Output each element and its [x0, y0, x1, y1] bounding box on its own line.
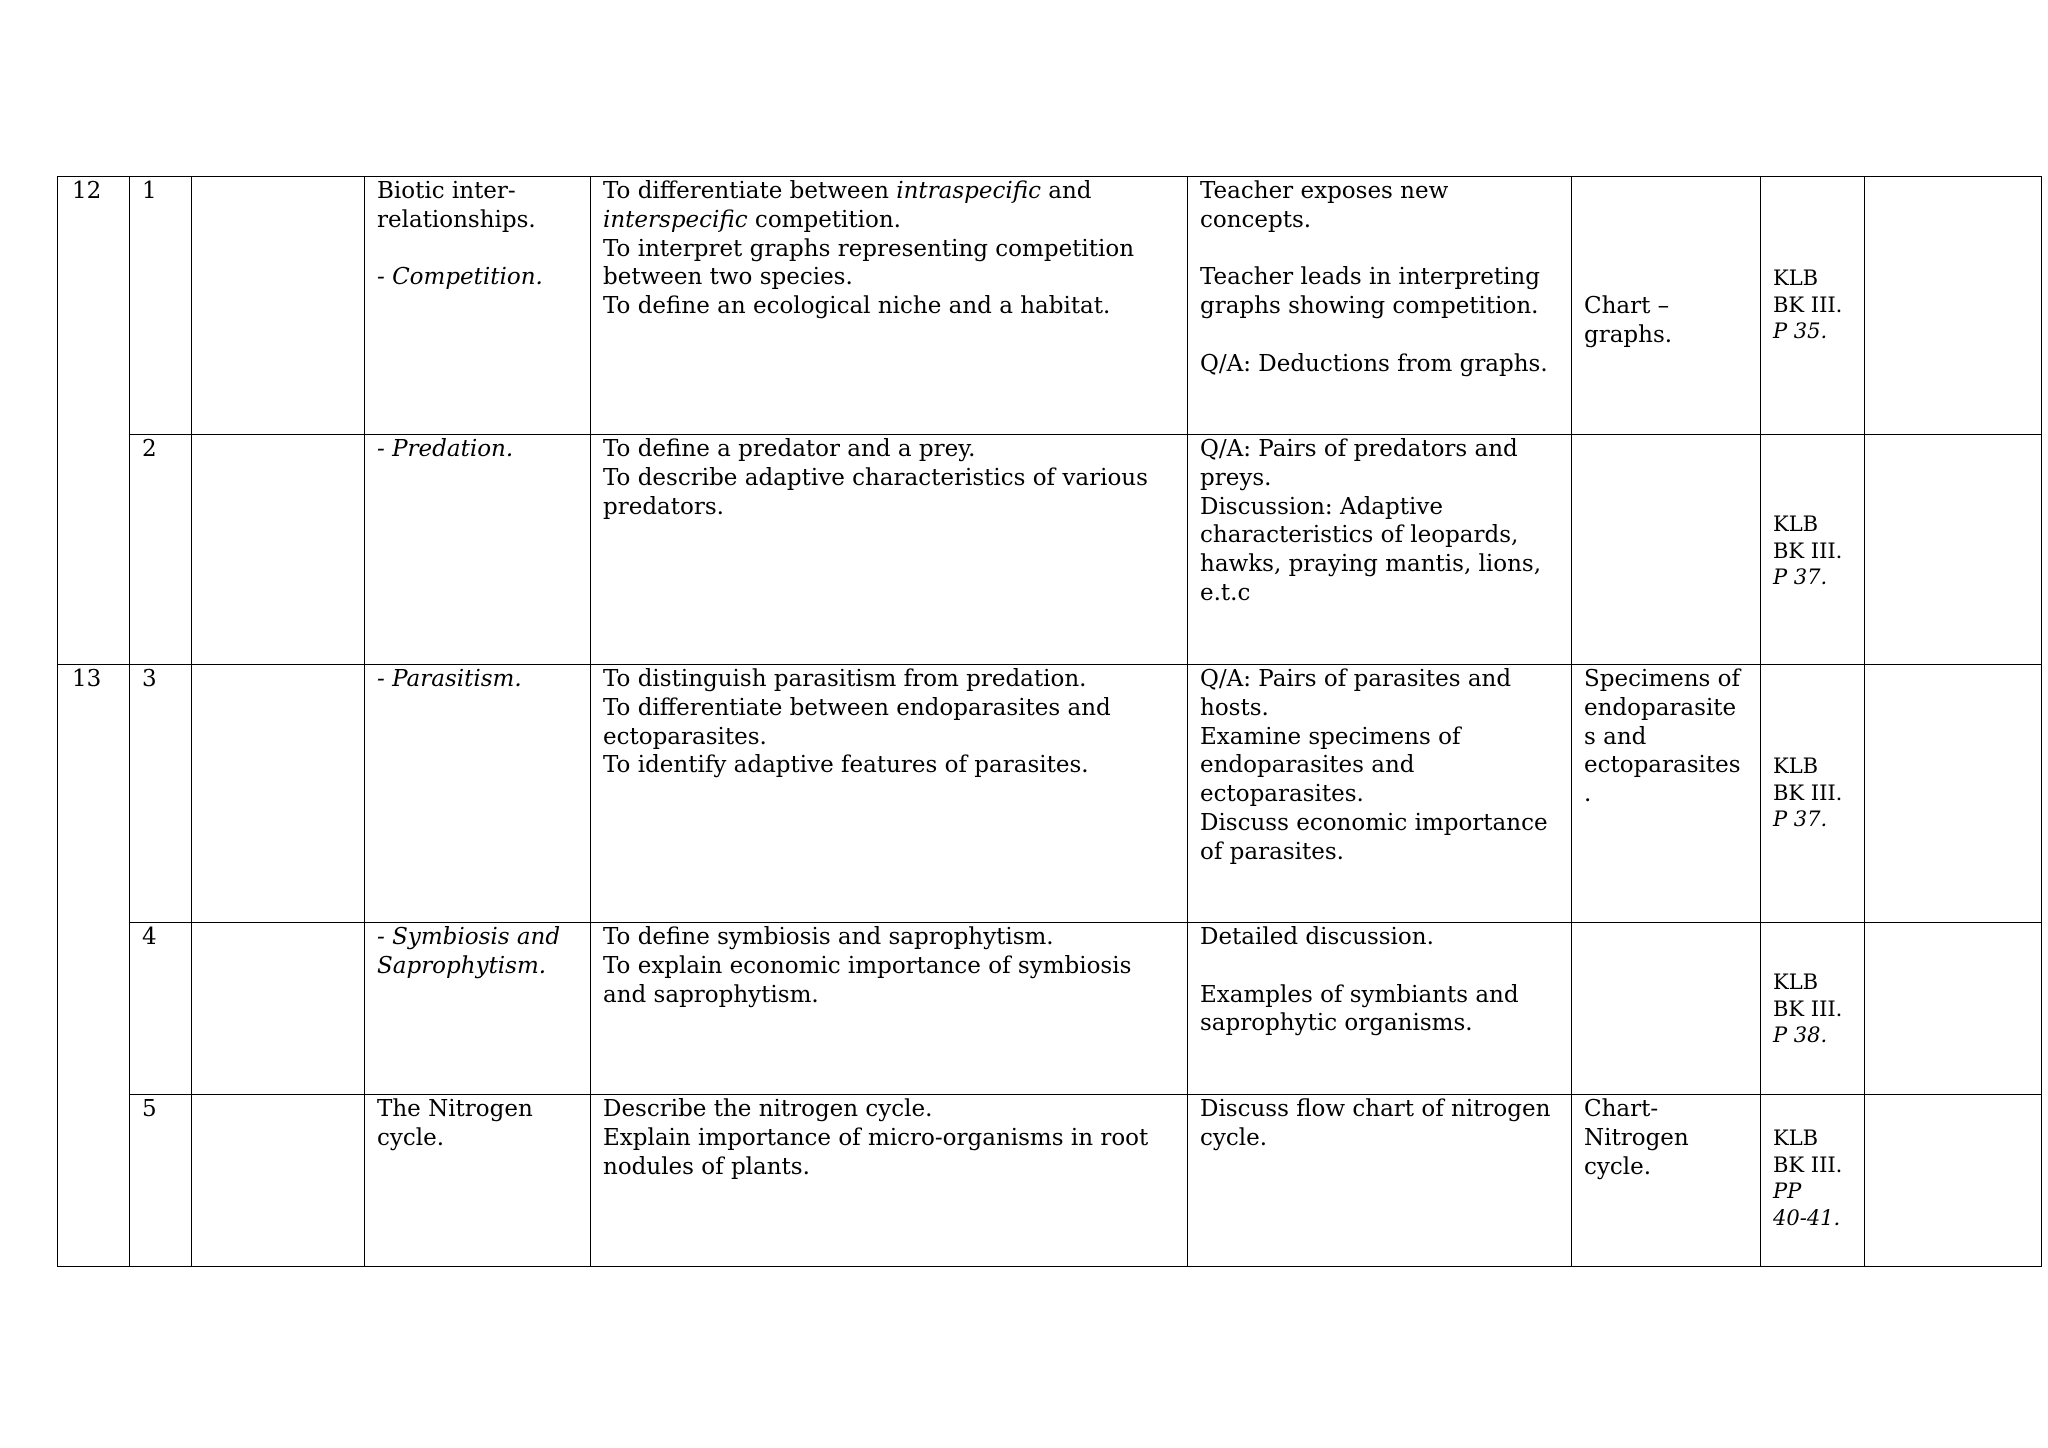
week-cell — [58, 435, 130, 665]
subtopic-text: - Symbiosis and — [377, 924, 561, 950]
resources-cell — [1572, 665, 1761, 923]
activities-cell — [1188, 177, 1572, 435]
objective-text: To differentiate between intraspecific and interspecific competition. — [603, 178, 1092, 233]
topic-text: Biotic inter- — [377, 178, 516, 204]
week-number: 12 — [72, 178, 102, 204]
subtopic-text: - Competition. — [377, 264, 543, 291]
objective-text: To explain economic importance of symbiosis and saprophytism. — [603, 952, 1132, 1008]
topic-text: cycle. — [377, 1124, 445, 1151]
objective-text: To identify adaptive features of parasites. — [603, 752, 1089, 779]
reference-cell — [1761, 923, 1865, 1095]
reference-text: KLB — [1773, 512, 1819, 536]
remarks-cell — [1865, 923, 2042, 1095]
resource-text: cycle. — [1584, 1153, 1652, 1180]
week-cell — [58, 923, 130, 1095]
activity-text: Q/A: Deductions from graphs. — [1200, 350, 1548, 377]
lesson-number: 1 — [142, 178, 157, 204]
lesson-cell — [130, 923, 192, 1095]
topic-cell — [365, 1095, 591, 1267]
activity-text: Detailed discussion. — [1200, 924, 1434, 950]
lesson-cell — [130, 1095, 192, 1267]
activity-text: Examine specimens of endoparasites and ectoparasites. — [1200, 723, 1461, 808]
objective-text: Describe the nitrogen cycle. — [603, 1096, 933, 1122]
topic-cell — [365, 177, 591, 435]
resources-cell — [1572, 923, 1761, 1095]
lesson-cell — [130, 177, 192, 435]
objectives-cell — [591, 923, 1188, 1095]
reference-text: KLB — [1773, 1126, 1819, 1150]
topic-text: relationships. — [377, 206, 536, 233]
subtopic-text: - Predation. — [377, 436, 514, 462]
activity-text: Discuss flow chart of nitrogen cycle. — [1200, 1096, 1551, 1151]
objectives-cell — [591, 177, 1188, 435]
table-row — [58, 665, 2042, 923]
reference-cell — [1761, 177, 1865, 435]
activity-text: Teacher exposes new concepts. — [1200, 178, 1449, 233]
reference-cell — [1761, 1095, 1865, 1267]
objective-text: To differentiate between endoparasites and ectoparasites. — [603, 694, 1111, 750]
scheme-of-work-table — [57, 176, 2042, 1267]
objective-text: To distinguish parasitism from predation. — [603, 666, 1087, 692]
resources-cell — [1572, 1095, 1761, 1267]
resource-text: . — [1584, 781, 1592, 808]
objectives-cell — [591, 435, 1188, 665]
reference-text: KLB — [1773, 970, 1819, 994]
blank-cell — [192, 665, 365, 923]
reference-page: P 35. — [1773, 319, 1828, 343]
reference-page: 40-41. — [1773, 1205, 1841, 1230]
objective-text: To interpret graphs representing competition between two species. — [603, 235, 1135, 291]
resource-text: endoparasite — [1584, 694, 1737, 721]
topic-cell — [365, 435, 591, 665]
resource-text: Nitrogen — [1584, 1124, 1689, 1151]
objective-text: To define symbiosis and saprophytism. — [603, 924, 1054, 950]
objective-text: To describe adaptive characteristics of various predators. — [603, 464, 1148, 520]
reference-text: KLB — [1773, 754, 1819, 778]
activity-text: Q/A: Pairs of parasites and hosts. — [1200, 666, 1512, 721]
reference-cell — [1761, 435, 1865, 665]
reference-text: BK III. — [1773, 538, 1843, 563]
topic-text: The Nitrogen — [377, 1096, 533, 1122]
reference-text: BK III. — [1773, 996, 1843, 1021]
lesson-number: 4 — [142, 924, 157, 950]
objectives-cell — [591, 1095, 1188, 1267]
objective-text: Explain importance of micro-organisms in root nodules of plants. — [603, 1124, 1149, 1180]
table-row — [58, 1095, 2042, 1267]
activities-cell — [1188, 1095, 1572, 1267]
activity-text: Q/A: Pairs of predators and preys. — [1200, 436, 1518, 491]
objective-text: To define a predator and a prey. — [603, 436, 976, 462]
subtopic-text: - Parasitism. — [377, 666, 522, 692]
activity-text: Discussion: Adaptive characteristics of leopards, hawks, praying mantis, lions, e.t.c — [1200, 493, 1542, 606]
reference-text: BK III. — [1773, 292, 1843, 317]
lesson-number: 5 — [142, 1096, 157, 1122]
reference-cell — [1761, 665, 1865, 923]
activities-cell — [1188, 665, 1572, 923]
resource-text: ectoparasites — [1584, 752, 1741, 779]
table-row — [58, 177, 2042, 435]
week-cell — [58, 177, 130, 435]
blank-cell — [192, 177, 365, 435]
reference-text: KLB — [1773, 266, 1819, 290]
activities-cell — [1188, 923, 1572, 1095]
objectives-cell — [591, 665, 1188, 923]
resource-text: Chart – graphs. — [1584, 293, 1673, 348]
activity-text: Discuss economic importance of parasites. — [1200, 809, 1548, 865]
activity-text: Teacher leads in interpreting graphs showing competition. — [1200, 264, 1540, 320]
resources-cell — [1572, 435, 1761, 665]
lesson-cell — [130, 665, 192, 923]
table-row — [58, 435, 2042, 665]
resources-cell — [1572, 177, 1761, 435]
reference-page: P 37. — [1773, 807, 1828, 831]
week-cell — [58, 1095, 130, 1267]
resource-text: s and — [1584, 723, 1647, 750]
reference-page: PP — [1773, 1179, 1802, 1203]
topic-cell — [365, 665, 591, 923]
week-number: 13 — [72, 666, 102, 692]
blank-cell — [192, 1095, 365, 1267]
reference-text: BK III. — [1773, 1152, 1843, 1177]
reference-page: P 38. — [1773, 1023, 1828, 1047]
subtopic-text: Saprophytism. — [377, 952, 547, 979]
remarks-cell — [1865, 435, 2042, 665]
lesson-number: 3 — [142, 666, 157, 692]
week-cell — [58, 665, 130, 923]
remarks-cell — [1865, 1095, 2042, 1267]
objective-text: To define an ecological niche and a habitat. — [603, 293, 1111, 320]
activity-text: Examples of symbiants and saprophytic organisms. — [1200, 981, 1519, 1037]
resource-text: Chart- — [1584, 1096, 1659, 1122]
blank-cell — [192, 923, 365, 1095]
reference-text: BK III. — [1773, 780, 1843, 805]
lesson-cell — [130, 435, 192, 665]
table-row — [58, 923, 2042, 1095]
lesson-number: 2 — [142, 436, 157, 462]
activities-cell — [1188, 435, 1572, 665]
reference-page: P 37. — [1773, 565, 1828, 589]
topic-cell — [365, 923, 591, 1095]
blank-cell — [192, 435, 365, 665]
remarks-cell — [1865, 665, 2042, 923]
resource-text: Specimens of — [1584, 666, 1741, 692]
remarks-cell — [1865, 177, 2042, 435]
